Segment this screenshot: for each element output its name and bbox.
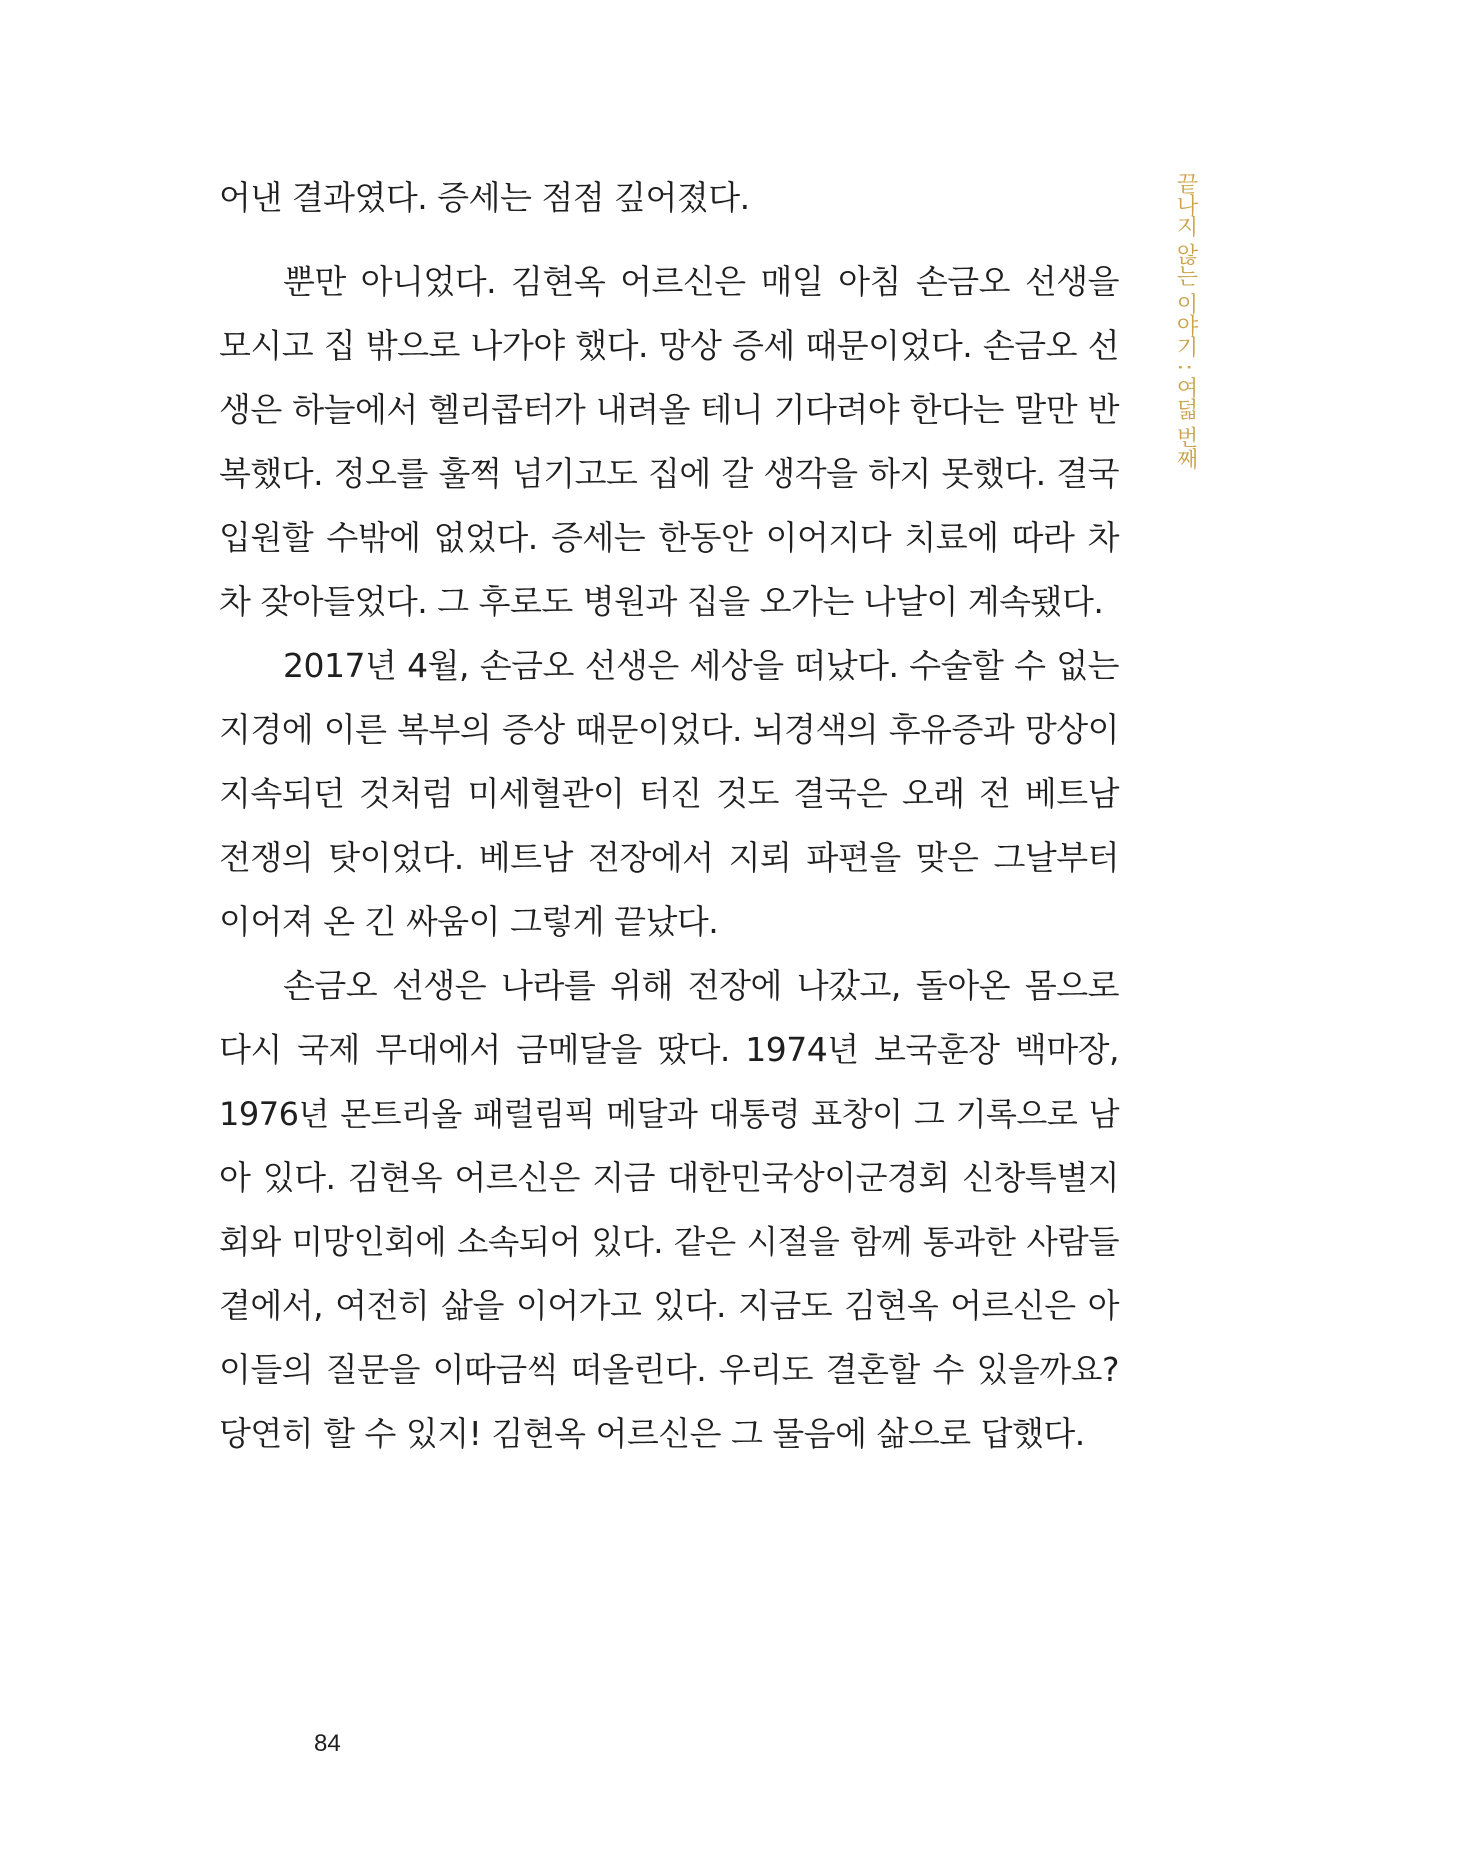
text-line: 1976년 몬트리올 패럴림픽 메달과 대통령 표창이 그 기록으로 남 (219, 1095, 1119, 1133)
text-line: 2017년 4월, 손금오 선생은 세상을 떠났다. 수술할 수 없는 (283, 646, 1119, 685)
running-header: 끝나지 않는 이야기 : 여덟 번째 (1173, 172, 1198, 470)
text-line: 입원할 수밖에 없었다. 증세는 한동안 이어지다 치료에 따라 차 (219, 518, 1119, 557)
text-line: 회와 미망인회에 소속되어 있다. 같은 시절을 함께 통과한 사람들 (219, 1223, 1119, 1261)
text-line: 이들의 질문을 이따금씩 떠올린다. 우리도 결혼할 수 있을까요? (219, 1350, 1119, 1389)
paragraph (219, 250, 1119, 634)
text-line: 전쟁의 탓이었다. 베트남 전장에서 지뢰 파편을 맞은 그날부터 (219, 838, 1119, 877)
text-line: 지속되던 것처럼 미세혈관이 터진 것도 결국은 오래 전 베트남 (219, 774, 1119, 813)
text-line: 이어져 온 긴 싸움이 그렇게 끝났다. (219, 902, 719, 941)
body-text (219, 166, 1119, 1466)
text-line: 지경에 이른 복부의 증상 때문이었다. 뇌경색의 후유증과 망상이 (219, 710, 1119, 749)
text-line: 모시고 집 밖으로 나가야 했다. 망상 증세 때문이었다. 손금오 선 (219, 326, 1119, 365)
text-line: 당연히 할 수 있지! 김현옥 어르신은 그 물음에 삶으로 답했다. (219, 1414, 1085, 1453)
text-line: 차 잦아들었다. 그 후로도 병원과 집을 오가는 나날이 계속됐다. (219, 582, 1104, 621)
paragraph (219, 166, 1119, 230)
text-line: 뿐만 아니었다. 김현옥 어르신은 매일 아침 손금오 선생을 (283, 262, 1119, 301)
text-line: 다시 국제 무대에서 금메달을 땄다. 1974년 보국훈장 백마장, (219, 1030, 1119, 1069)
paragraph (219, 634, 1119, 954)
text-line: 어낸 결과였다. 증세는 점점 깊어졌다. (219, 178, 750, 217)
paragraph (219, 954, 1119, 1466)
page-number: 84 (314, 1730, 341, 1757)
text-line: 아 있다. 김현옥 어르신은 지금 대한민국상이군경회 신창특별지 (219, 1158, 1119, 1197)
text-line: 복했다. 정오를 훌쩍 넘기고도 집에 갈 생각을 하지 못했다. 결국 (219, 454, 1119, 493)
text-line: 곁에서, 여전히 삶을 이어가고 있다. 지금도 김현옥 어르신은 아 (219, 1286, 1119, 1325)
text-line: 손금오 선생은 나라를 위해 전장에 나갔고, 돌아온 몸으로 (283, 966, 1119, 1005)
text-line: 생은 하늘에서 헬리콥터가 내려올 테니 기다려야 한다는 말만 반 (219, 390, 1119, 429)
